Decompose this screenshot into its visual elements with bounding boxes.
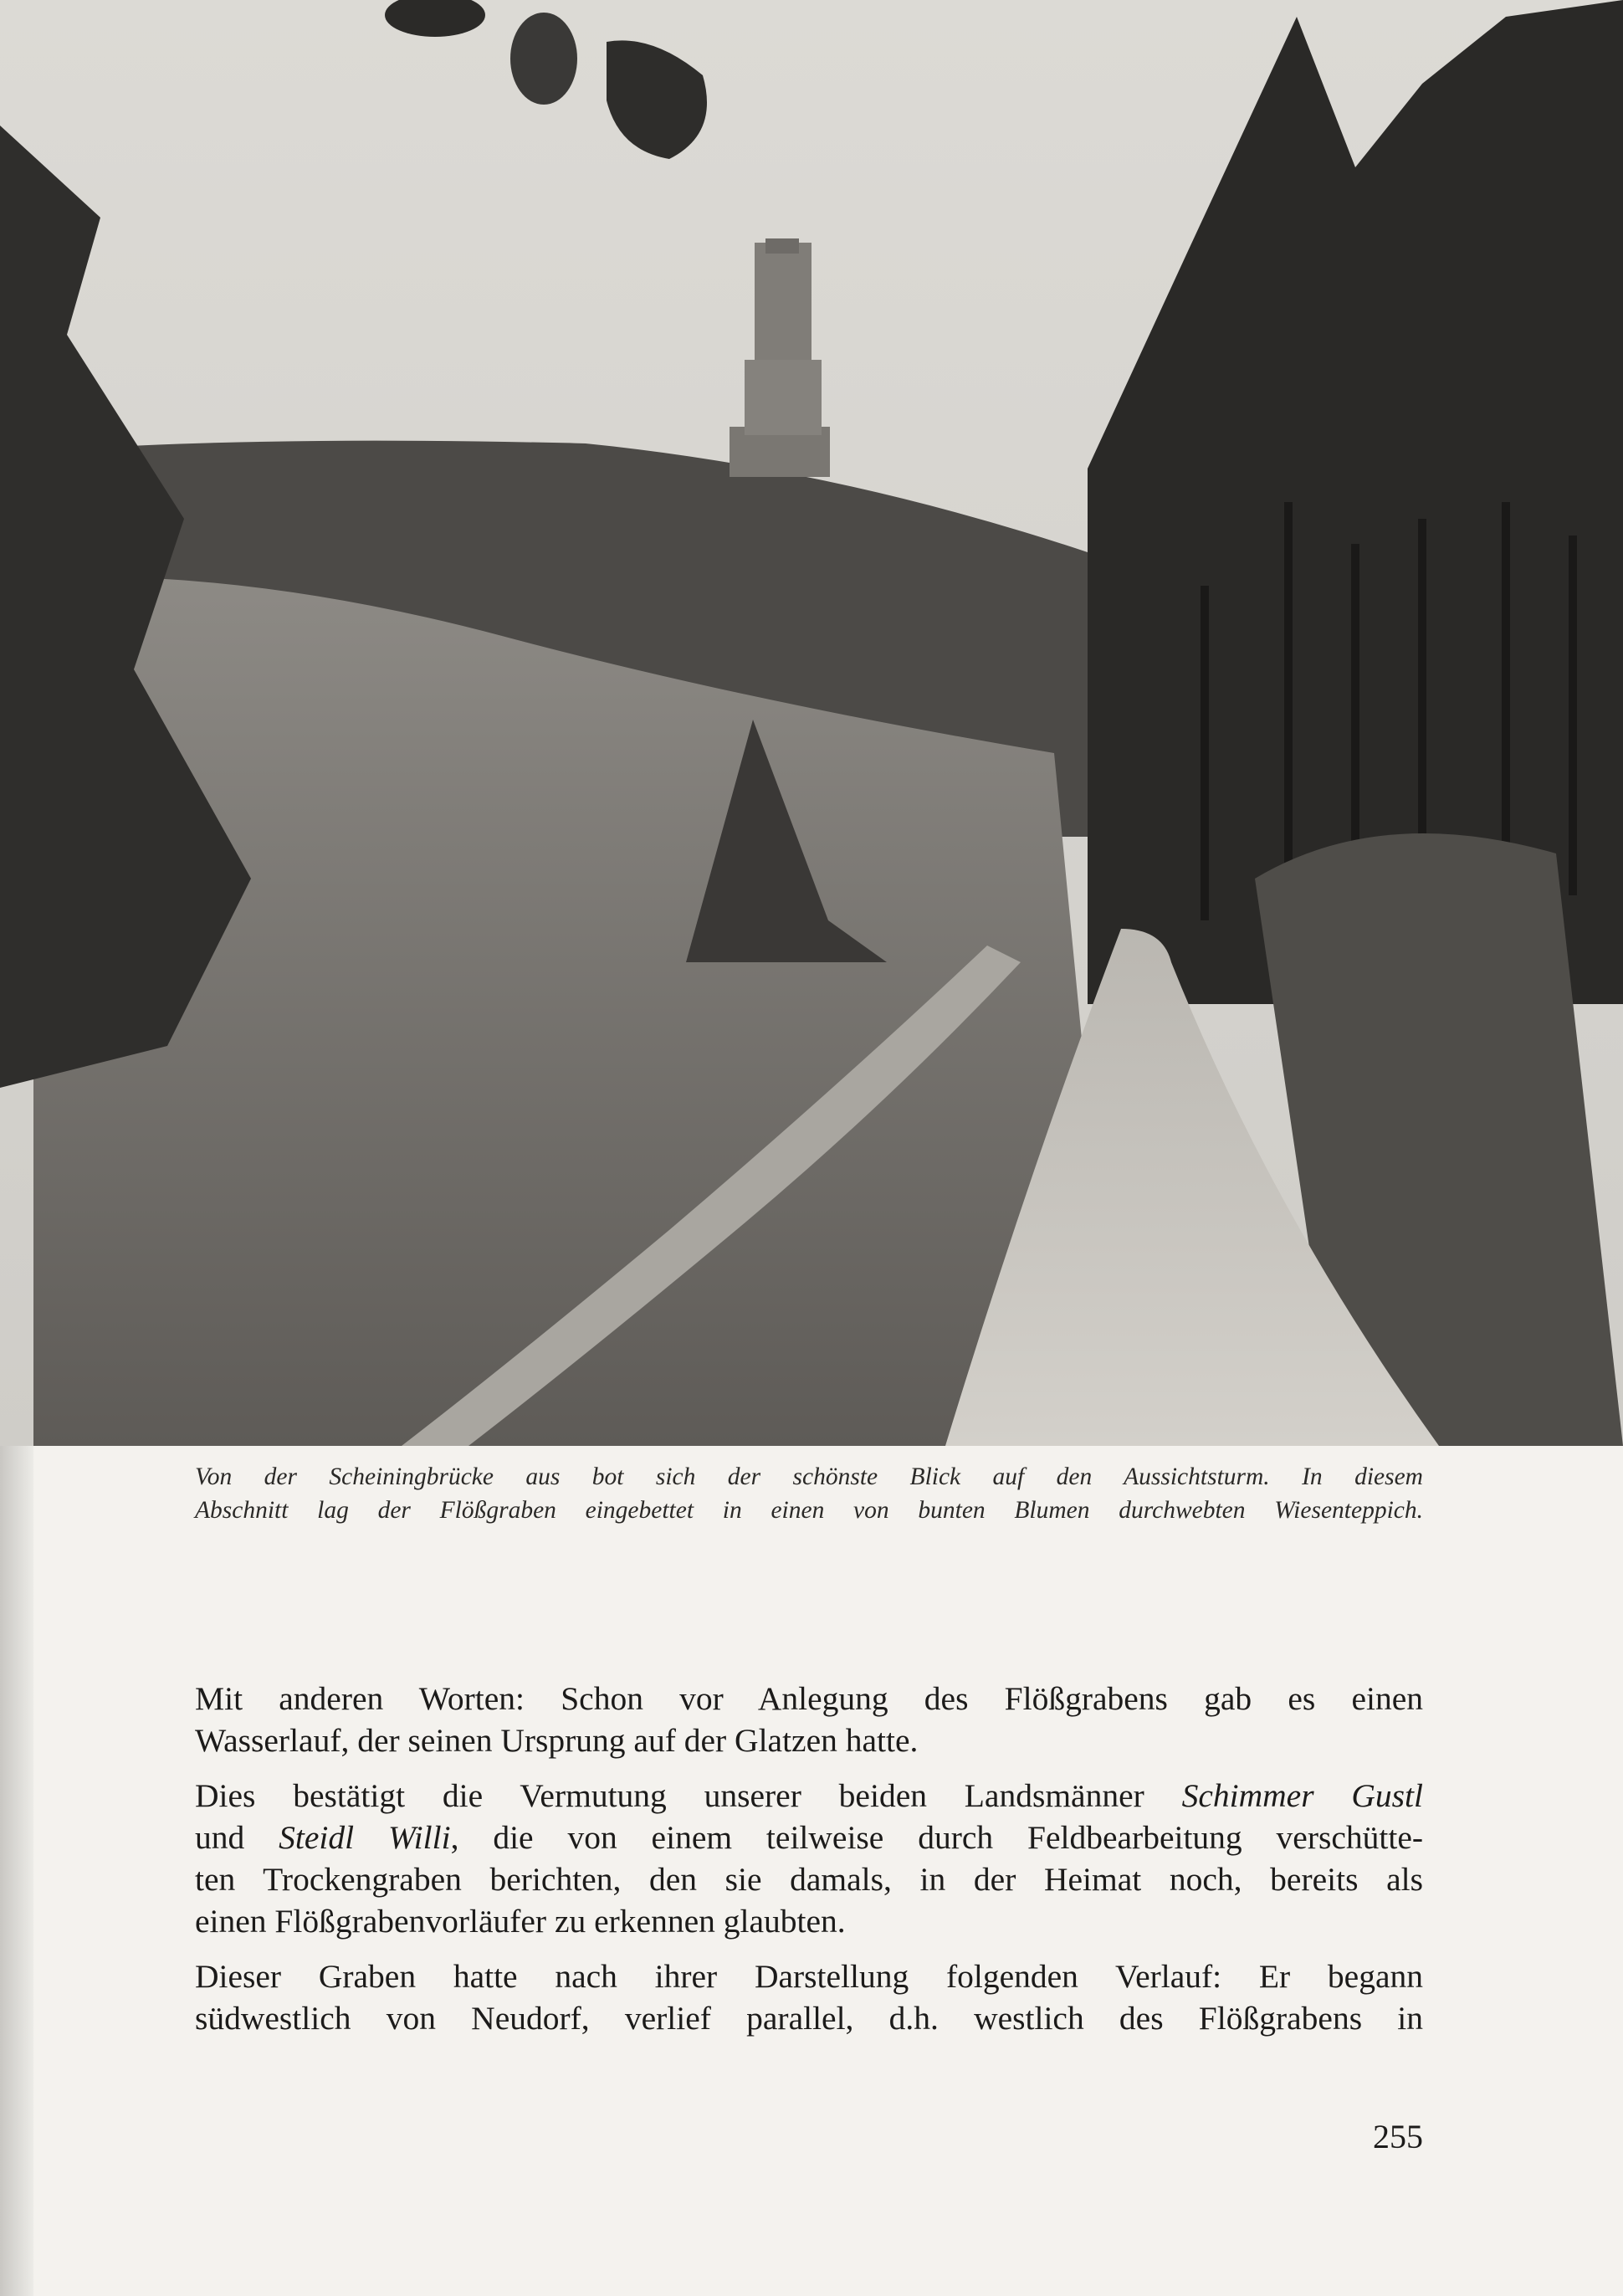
text-run: , die von einem teilweise durch Feldbearbeitung verschütte- — [450, 1819, 1424, 1856]
text-line — [195, 1775, 1423, 1817]
text-line: Mit anderen Worten: Schon vor Anlegung des Flößgrabens gab es einen — [195, 1680, 1423, 1717]
person-name-steidl-willi: Steidl Willi — [279, 1819, 451, 1856]
body-text — [195, 1678, 1423, 2053]
text-run: und — [195, 1819, 279, 1856]
text-line — [195, 1817, 1423, 1858]
paragraph-1 — [195, 1678, 1423, 1761]
text-run: Dies bestätigt die Vermutung unserer beiden Landsmänner — [195, 1777, 1182, 1814]
text-line: Wasserlauf, der seinen Ursprung auf der Glatzen hatte. — [195, 1722, 919, 1759]
person-name-schimmer-gustl: Schimmer Gustl — [1181, 1777, 1423, 1814]
text-line: einen Flößgrabenvorläufer zu erkennen glaubten. — [195, 1903, 846, 1940]
photo-caption — [195, 1460, 1423, 1527]
page-number: 255 — [1373, 2118, 1423, 2155]
paragraph-2 — [195, 1775, 1423, 1942]
text-line: Dieser Graben hatte nach ihrer Darstellung folgenden Verlauf: Er begann — [195, 1958, 1423, 1995]
text-line: ten Trockengraben berichten, den sie damals, in der Heimat noch, bereits als — [195, 1861, 1423, 1898]
caption-line: Abschnitt lag der Flößgraben eingebettet in einen von bunten Blumen durchwebten Wiesenteppich. — [195, 1497, 1423, 1524]
caption-line: Von der Scheiningbrücke aus bot sich der schönste Blick auf den Aussichtsturm. In diesem — [195, 1463, 1423, 1490]
text-line: südwestlich von Neudorf, verlief parallel, d.h. westlich des Flößgrabens in — [195, 2000, 1423, 2037]
paragraph-3 — [195, 1955, 1423, 2039]
